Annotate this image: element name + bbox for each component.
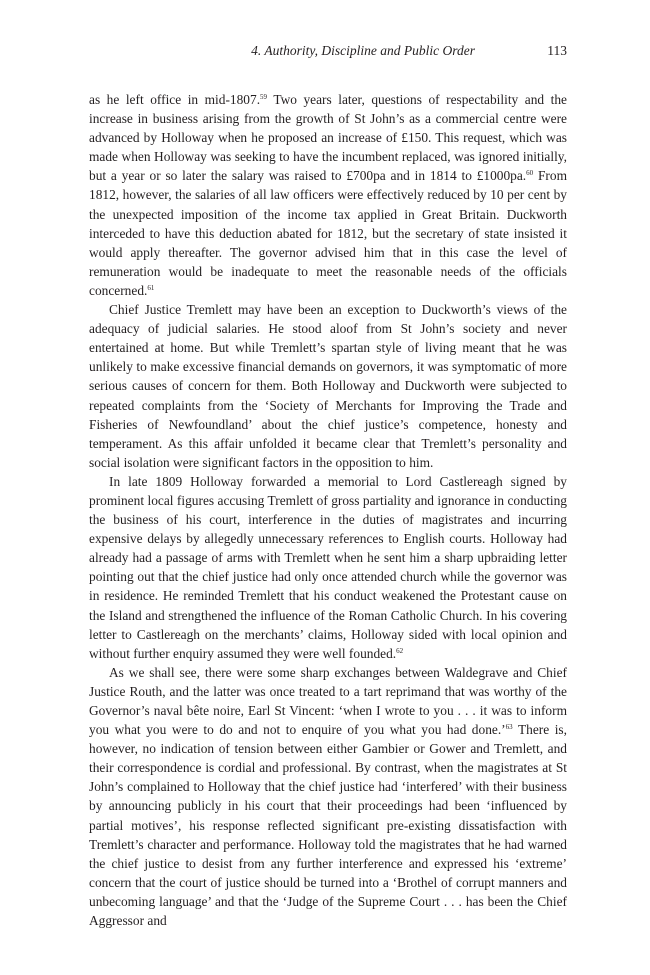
footnote-ref: 59 xyxy=(260,93,268,101)
text-run: as he left office in mid-1807. xyxy=(89,92,261,107)
text-run: Chief Justice Tremlett may have been an exception to Duckworth’s views of the adequacy of judicial salaries. He stood aloof from St John’s society and never entertained at home. But while Tremlett’s spartan style of living meant that he was unlikely to make excessive financial demands on governors, it was symptomatic of more serious causes of concern for them. Both Holloway and Duckworth were subjected to repeated complaints from the ‘Society of Merchants for Improving the Trade and Fisheries of Newfoundland’ about the chief justice’s competence, honesty and temperament. As this affair unfolded it became clear that Tremlett’s personality and social isolation were significant factors in the opposition to him. xyxy=(89,302,567,470)
footnote-ref: 62 xyxy=(396,646,404,655)
text-run: Two years later, questions of respectability and the increase in business arising from the growth of St John’s as a commercial centre were advanced by Holloway when he proposed an increase of £150. This request, which was made when Holloway was seeking to have the incumbent replaced, was ignored initially, but a year or so later the salary was raised to £700pa and in 1814 to £1000pa. xyxy=(89,92,567,184)
text-run: From 1812, however, the salaries of all law officers were effectively reduced by 10 per cent by the unexpected imposition of the income tax applied in Great Britain. Duckworth interceded to have this deduction abated for 1812, but the secretary of state insisted it would apply thereafter. The governor advised him that in this case the level of remuneration would be inadequate to meet the reasonable needs of the officials concerned. xyxy=(89,168,567,298)
paragraph xyxy=(89,472,567,663)
page-number: 113 xyxy=(547,43,567,58)
paragraph xyxy=(89,90,567,300)
book-page xyxy=(89,40,567,930)
running-head xyxy=(89,40,567,62)
footnote-ref: 61 xyxy=(147,283,155,292)
footnote-ref: 60 xyxy=(526,169,534,178)
paragraph xyxy=(89,300,567,472)
running-title: 4. Authority, Discipline and Public Order xyxy=(251,43,475,58)
text-run: As we shall see, there were some sharp exchanges between Waldegrave and Chief Justice Routh, and the latter was once treated to a tart reprimand that was worthy of the Governor’s naval bête noire, Earl St Vincent: ‘when I wrote to you . . . it was to inform you what you were to do and not to enquire of you what you had done.’ xyxy=(89,664,567,738)
paragraph xyxy=(89,663,567,930)
text-run: In late 1809 Holloway forwarded a memorial to Lord Castlereagh signed by prominent local figures accusing Tremlett of gross partiality and ignorance in conducting the business of his court, interference in the duties of magistrates and incurring expensive delays by allegedly unnecessary references to English courts. Holloway had already had a passage of arms with Tremlett when he sent him a sharp upbraiding letter pointing out that the chief justice had only once attended church while the governor was in residence. He reminded Tremlett that his conduct weakened the Protestant cause on the Island and strengthened the influence of the Roman Catholic Church. In his covering letter to Castlereagh on the merchants’ claims, Holloway sided with local opinion and without further enquiry assumed they were well founded. xyxy=(89,473,567,661)
body-text xyxy=(89,90,567,930)
text-run: There is, however, no indication of tension between either Gambier or Gower and Tremlett, and their correspondence is cordial and professional. By contrast, when the magistrates at St John’s complained to Holloway that the chief justice had ‘interfered’ with their business by announcing publicly in his court that their proceedings had been ‘influenced by partial motives’, his response reflected significant pre-existing dissatisfaction with Tremlett’s character and performance. Holloway told the magistrates that he had warned the chief justice to desist from any further interference and expressed his ‘extreme’ concern that the court of justice should be turned into a ‘Brothel of corrupt manners and unbecoming language’ and that the ‘Judge of the Supreme Court . . . has been the Chief Aggressor and xyxy=(89,722,567,929)
footnote-ref: 63 xyxy=(505,723,513,732)
